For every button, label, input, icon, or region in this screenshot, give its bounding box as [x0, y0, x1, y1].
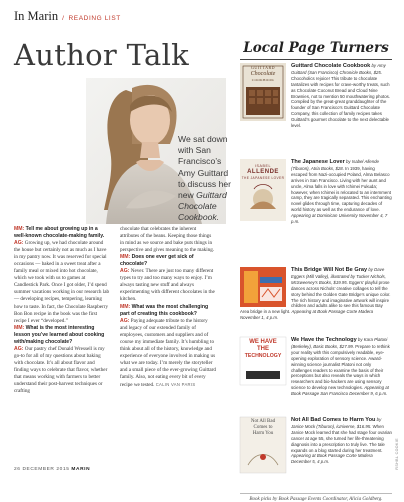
issue-date: DECEMBER 2015 [22, 467, 70, 472]
section-name: READING LIST [68, 15, 121, 22]
book-description: Prepare to rethink your reality with this compulsively readable, eye-opening exploration of sensory science. Award-winning science journalist Platoni not only challenges readers to examine the basis of their perceptions but also reveals the ways in which researchers and bio-hackers are using sensory science to develop new technologies. [291, 343, 390, 391]
interview-answer [120, 318, 216, 389]
question-text: Does one ever get sick of chocolate? [120, 254, 194, 268]
caption-line: Amy Guittard [178, 167, 229, 178]
interview-answer [120, 268, 216, 303]
book-appearance: Appearing at Book Passage Corte Madera December 5, 4 p.m. [291, 453, 373, 465]
book-byline: by Isabel Allende (Tiburon), Atria Books, $28. [291, 159, 379, 171]
caption-em: Guittard [196, 190, 227, 201]
book-item [240, 159, 392, 263]
magazine-name: MARIN [71, 467, 91, 472]
speaker-tag: AG: [14, 240, 24, 247]
speaker-tag: AG: [120, 268, 130, 275]
caption-word: new [178, 190, 194, 201]
interview-answer [120, 226, 216, 254]
local-page-turners [240, 40, 392, 502]
question-text: Tell me about growing up in a well-known chocolate-making family. [14, 226, 105, 240]
section-separator: / [62, 15, 65, 22]
page-footer [14, 467, 90, 472]
book-picks-credit: Book picks by Book Passage Events Coordinator, Alicia Goldberg. [240, 493, 392, 502]
book-title: Guittard Chocolate Cookbook [291, 63, 371, 69]
cover-text: Chocolate [250, 71, 276, 77]
caption-em: Cookbook. [178, 212, 220, 223]
cover-text: Harm You [252, 431, 274, 437]
book-item [240, 337, 392, 413]
cover-text: THE [257, 346, 269, 352]
intro-caption [178, 134, 234, 224]
book-title: This Bridge Will Not Be Gray [291, 267, 368, 273]
divider [240, 59, 392, 60]
book-cover-image [240, 267, 286, 307]
cover-text: WE HAVE [249, 339, 277, 345]
interview-question [120, 254, 216, 268]
cover-art [240, 267, 286, 307]
question-text: What is the most interesting lesson you’ve learned about cooking with/making chocolate? [14, 324, 105, 345]
book-cover-image [240, 417, 286, 492]
caption-line: to discuss her [178, 178, 232, 189]
cover-text: ISABEL [254, 164, 272, 168]
book-byline: by Janice Mock (Tiburon), iUniverse, $16.95. [291, 417, 382, 429]
caption-line: with San [178, 145, 211, 156]
answer-text: Never. There are just too many different types to try and too many ways to enjoy. I’m always tasting new stuff and always experimenting with different chocolates in the kitchen. [120, 268, 215, 303]
cover-text: ALLENDE [247, 169, 279, 175]
book-description: When Janice Mock learned that she had stage four ovarian cancer at age 55, she turned her life-threatening diagnosis into a prescription to truly live. The tale expands on a blog started during her treatment. [291, 423, 392, 453]
answer-text: Growing up, we had chocolate around the house but certainly not as much as I have in my pantry now. It was reserved for special occasions — baked in a sweet treat after a family meal or mixed into hot chocolate, which we took with us to games at Candlestick Park. Once I got older, I’d spend summer vacations working in our research lab — developing recipes, tempering, learning how to taste. In fact, the Chocolate Raspberry Bon Bon recipe in the book was the first recipe I ever “developed.” [14, 240, 110, 324]
brand-name: In Marin [14, 9, 59, 23]
interview-question [14, 325, 110, 346]
page-number: 26 [14, 467, 21, 472]
article-column-1 [14, 226, 110, 395]
article-column-2 [120, 226, 216, 389]
caption-line: Francisco’s [178, 156, 222, 167]
book-description: Eggers’ playful prose dances across Nichols’ creative collages to tell the story behind the Golden Gate Bridge’s unique color. The rich history and imaginative artwork will inspire children and adults alike to see this famous Bay Area bridge in a new light. [240, 279, 391, 315]
book-description: Chocoholics rejoice! This tribute to chocolate tantalizes with recipes for crave-worthy treats, such as Chocolate Coconut Bread and Cloud Nine Brownies, not to mention 50 mouthwatering photos. Compiled by the great-great granddaughter of the founder of San Francisco’s Guittard Chocolate Company, this collection of family recipes takes Guittard’s gourmet chocolate to the next delectable level. [291, 75, 390, 129]
book-appearance: Appearing at Dominican University November 4, 7 p.m. [291, 213, 388, 225]
caption-em: Chocolate [178, 201, 217, 212]
cover-text: Comes to [253, 425, 273, 431]
book-byline: by Kara Platoni (Berkeley), Basic Books, $27.99. [291, 337, 388, 349]
book-item [240, 267, 392, 333]
speaker-tag: MM: [120, 254, 131, 261]
speaker-tag: MM: [120, 303, 131, 310]
caption-line [178, 190, 234, 201]
book-title: The Japanese Lover [291, 159, 345, 165]
side-credit: RSHBL COOKIE [395, 438, 399, 470]
book-item [240, 417, 392, 489]
caption-line: We sat down [178, 134, 228, 144]
answer-text: Paying adequate tribute to the history and legacy of our extended family of employees, customers and suppliers and of course my immediate family. It’s humbling to think about all of the history, knowledge and experience of everyone involved in making us what we are today. I’m merely the storyteller and a small piece of the ever-growing Guittard family. Also, not eating every bit of every recipe we tested. [120, 317, 216, 389]
interview-answer [14, 240, 110, 325]
answer-text: chocolate that celebrates the inherent attributes of the beans. Keeping those things in mind as we source and bake puts things in perspective and gives meaning to the making. [120, 226, 215, 254]
question-text: What was the most challenging part of creating this cookbook? [120, 303, 209, 317]
book-byline: by Dave Eggers (Mill Valley), illustrated by Tucker Nichols, McSweeney’s Books, $19.95. [291, 267, 386, 285]
page-header [14, 9, 121, 29]
book-title: Not All Bad Comes to Harm You [291, 417, 376, 423]
speaker-tag: AG: [120, 317, 130, 324]
cover-text: TECHNOLOGY [244, 353, 282, 359]
speaker-tag: AG: [14, 345, 24, 352]
speaker-tag: MM: [14, 324, 25, 331]
section-title: Local Page Turners [243, 40, 389, 56]
book-item [240, 63, 392, 155]
cover-text: Not All Bad [250, 419, 276, 424]
interview-answer [14, 346, 110, 395]
book-appearance: Appearing at Book Passage Corte Madera November 1, 4 p.m. [240, 309, 374, 321]
page-title: Author Talk [14, 38, 190, 72]
cover-text: COOKBOOK [251, 78, 275, 82]
book-cover-image [240, 159, 286, 239]
speaker-tag: MM: [14, 226, 25, 232]
interview-question [120, 304, 216, 318]
cover-text: GUITTARD [250, 65, 276, 70]
author-signature: CALIN VAN PARIS [155, 382, 196, 388]
answer-text: Our pastry chef Donald Wressell is my go-to for all of my questions about baking with chocolate. It’s all about flavor and finding ways to celebrate that flavor, whether that means working with farmers to better understand their post-harvest techniques or crafting [14, 345, 108, 395]
book-byline: by Amy Guittard (San Francisco) Chronicle Books, $25. [291, 63, 386, 75]
book-cover-image [240, 63, 286, 139]
book-cover-image [240, 337, 286, 406]
book-description: In 1939, having escaped from Nazi-occupied Poland, Alma Belasco arrives in San Francisco. Living with her aunt and uncle, Alma falls in love with Ichimei Fukuda; however, when Ichimei is relocated to an internment camp, they are tragically separated. This enchanting novel glides through time, capturing decades of world history as well as the endurance of love. [291, 165, 392, 213]
book-appearance: Appearing at Book Passage San Francisco December 9, 6 p.m. [291, 385, 389, 397]
cover-text: THE JAPANESE LOVER [241, 176, 285, 180]
interview-question [14, 226, 110, 240]
book-title: We Have the Technology [291, 337, 357, 343]
